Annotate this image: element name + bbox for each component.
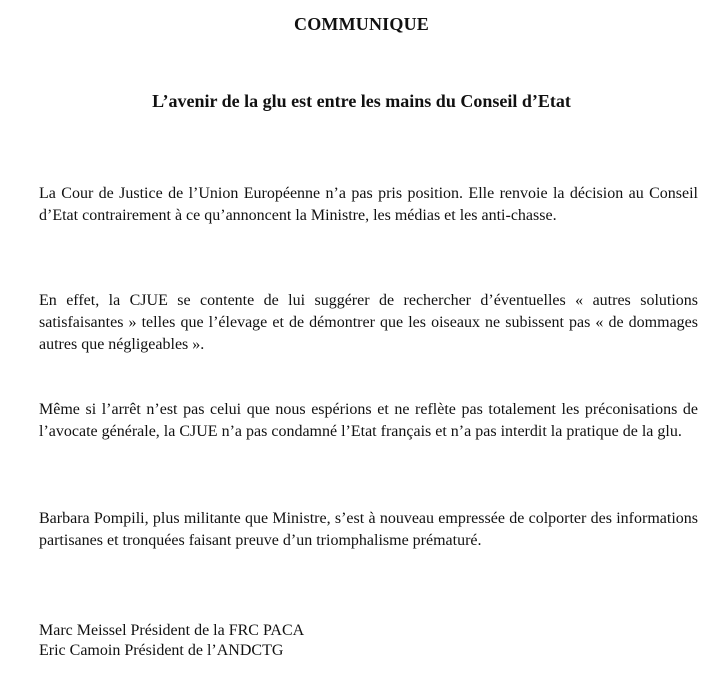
document-title: COMMUNIQUE	[294, 14, 429, 34]
paragraph-3: Même si l’arrêt n’est pas celui que nous espérions et ne reflète pas totalement les préconisations de l’avocate générale, la CJUE n’a pas condamné l’Etat français et n’a pas interdit la pratique de la glu.	[39, 401, 698, 440]
paragraph-4: Barbara Pompili, plus militante que Ministre, s’est à nouveau empressée de colporter des informations partisanes et tronquées faisant preuve d’un triomphalisme prématuré.	[39, 510, 698, 549]
document-subtitle: L’avenir de la glu est entre les mains du Conseil d’Etat	[152, 91, 571, 111]
signature-andctg: Eric Camoin Président de l’ANDCTG	[39, 642, 284, 659]
paragraph-1: La Cour de Justice de l’Union Européenne n’a pas pris position. Elle renvoie la décision au Conseil d’Etat contrairement à ce qu’annoncent la Ministre, les médias et les anti-chasse.	[39, 185, 698, 224]
paragraph-2: En effet, la CJUE se contente de lui suggérer de rechercher d’éventuelles « autres solutions satisfaisantes » telles que l’élevage et de démontrer que les oiseaux ne subissent pas « de dommages autres que négligeables ».	[39, 292, 698, 353]
signature-frc-paca: Marc Meissel Président de la FRC PACA	[39, 622, 305, 639]
